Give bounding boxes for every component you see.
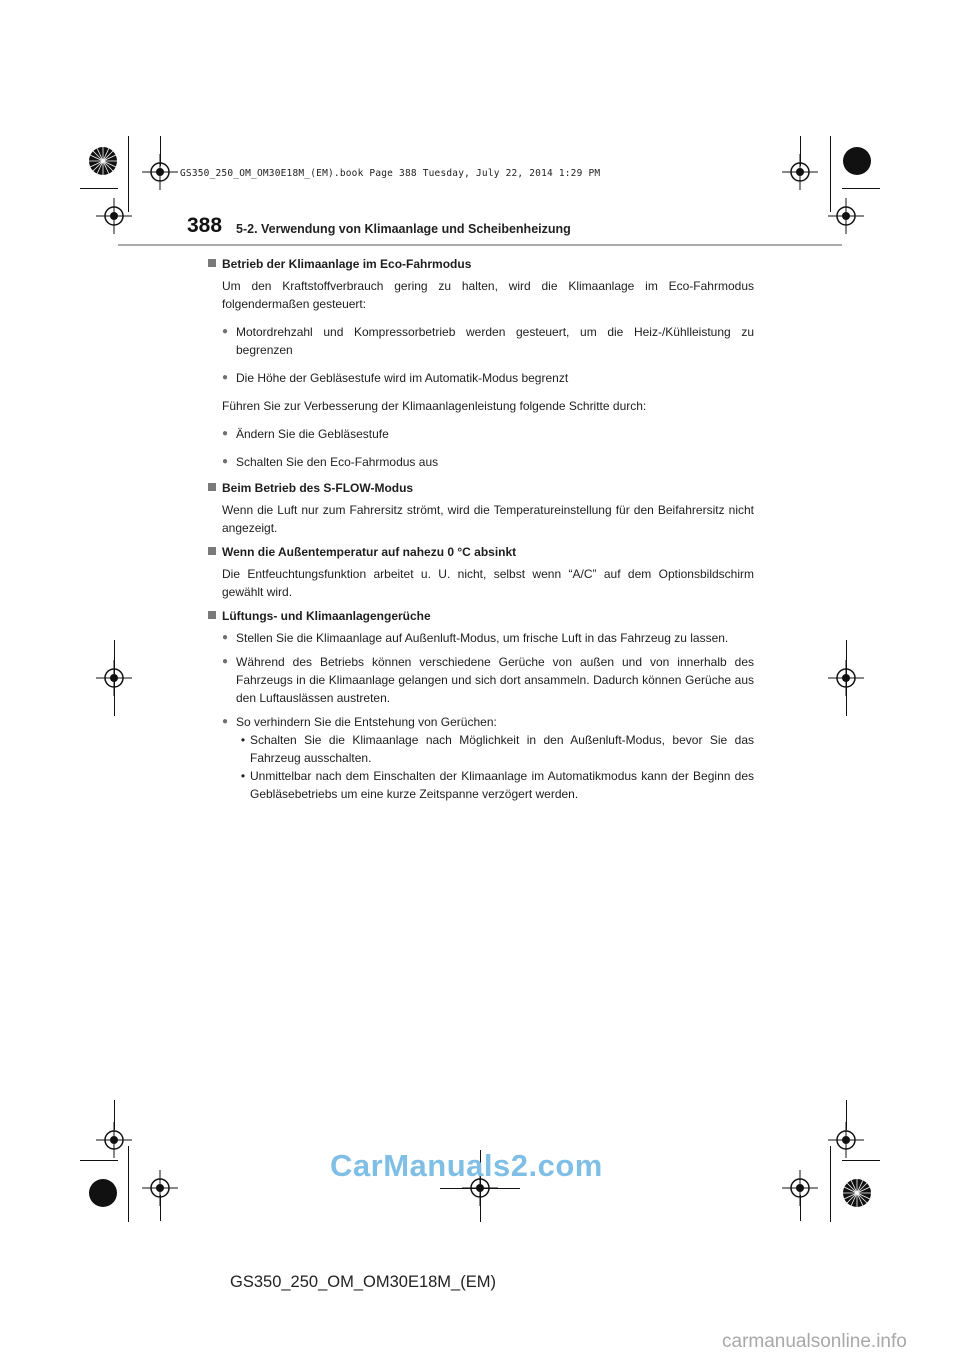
crop-line: [842, 1160, 880, 1161]
list-item: [222, 653, 754, 707]
watermark-site: carmanualsonline.info: [722, 1331, 907, 1352]
bullet-icon: ●: [222, 632, 229, 643]
list-item: [222, 629, 754, 647]
heading-marker-icon: [208, 259, 216, 267]
paragraph: Die Entfeuchtungsfunktion arbeitet u. U. nicht, selbst wenn “A/C” auf dem Optionsbildschirm gewählt wird.: [222, 567, 754, 599]
sub-list-item: [236, 767, 754, 803]
header-divider: [118, 244, 842, 246]
sub-list-item-text: Schalten Sie die Klimaanlage nach Möglichkeit in den Außenluft-Modus, bevor Sie das Fahrzeug ausschalten.: [250, 733, 754, 765]
bullet-icon: ●: [222, 372, 229, 383]
crop-line: [800, 136, 801, 166]
starburst-icon: [842, 1178, 872, 1208]
sub-list-item: [236, 731, 754, 767]
crop-line: [800, 1195, 801, 1221]
crop-line: [80, 1160, 118, 1161]
sub-bullet-icon: •: [240, 769, 246, 783]
heading-marker-icon: [208, 547, 216, 555]
page-number: 388: [187, 214, 223, 237]
footer-document-code: GS350_250_OM_OM30E18M_(EM): [230, 1273, 496, 1291]
sub-bullet-icon: •: [240, 733, 246, 747]
print-stamp: GS350_250_OM_OM30E18M_(EM).book Page 388 Tuesday, July 22, 2014 1:29 PM: [180, 168, 601, 179]
crop-line: [830, 136, 831, 212]
paragraph: Führen Sie zur Verbesserung der Klimaanlagenleistung folgende Schritte durch:: [222, 399, 647, 413]
main-content: [208, 255, 754, 803]
section-heading: [208, 255, 754, 273]
section-heading-text: Lüftungs- und Klimaanlagengerüche: [222, 609, 431, 623]
bullet-icon: ●: [222, 428, 229, 439]
list-item-text: Stellen Sie die Klimaanlage auf Außenluft-Modus, um frische Luft in das Fahrzeug zu lassen.: [236, 631, 729, 645]
crop-line: [80, 188, 118, 189]
bullet-icon: ●: [222, 456, 229, 467]
paragraph: Um den Kraftstoffverbrauch gering zu halten, wird die Klimaanlage im Eco-Fahrmodus folgendermaßen gesteuert:: [222, 279, 754, 311]
crosshair-icon: [96, 198, 132, 234]
list-item-text: Ändern Sie die Gebläsestufe: [236, 427, 389, 441]
paragraph: Wenn die Luft nur zum Fahrersitz strömt, wird die Temperatureinstellung für den Beifahrersitz nicht angezeigt.: [222, 503, 754, 535]
list-item-text: Die Höhe der Gebläsestufe wird im Automatik-Modus begrenzt: [236, 371, 569, 385]
list-item-text: Motordrehzahl und Kompressorbetrieb werden gesteuert, um die Heiz-/Kühlleistung zu begrenzen: [236, 325, 754, 357]
section-heading: [208, 607, 754, 625]
crop-line: [128, 1146, 129, 1222]
section-heading-text: Betrieb der Klimaanlage im Eco-Fahrmodus: [222, 257, 472, 271]
bullet-icon: ●: [222, 326, 229, 337]
starburst-icon: [88, 146, 118, 176]
list-item: [222, 425, 754, 443]
crop-line: [842, 188, 880, 189]
section-heading: [208, 479, 754, 497]
bullet-icon: ●: [222, 716, 229, 727]
section-heading-text: Beim Betrieb des S-FLOW-Modus: [222, 481, 414, 495]
crop-line: [114, 1100, 115, 1130]
heading-marker-icon: [208, 483, 216, 491]
list-item: [222, 369, 754, 387]
list-item: [222, 713, 754, 731]
crop-line: [830, 1146, 831, 1222]
section-heading: [208, 543, 754, 561]
section-heading-text: Wenn die Außentemperatur auf nahezu 0 °C absinkt: [222, 545, 517, 559]
crop-line: [128, 136, 129, 212]
watermark-carmanuals: CarManuals2.com: [330, 1148, 603, 1183]
heading-marker-icon: [208, 611, 216, 619]
list-item-text: Schalten Sie den Eco-Fahrmodus aus: [236, 455, 439, 469]
section-title: 5-2. Verwendung von Klimaanlage und Scheibenheizung: [236, 222, 571, 236]
crop-line: [160, 136, 161, 166]
crop-line: [160, 1195, 161, 1221]
solid-circle-icon: [842, 146, 872, 176]
list-item: [222, 323, 754, 359]
list-item-text: Während des Betriebs können verschiedene Gerüche von außen und von innerhalb des Fahrzeugs in die Klimaanlage gelangen und sich dort ansammeln. Dadurch können Gerüche aus den Luftauslässen austreten.: [236, 655, 754, 705]
list-item-text: So verhindern Sie die Entstehung von Gerüchen:: [236, 715, 497, 729]
solid-circle-icon: [88, 1178, 118, 1208]
crop-line: [846, 640, 847, 716]
crop-line: [114, 640, 115, 716]
list-item: [222, 453, 754, 471]
crop-line: [846, 1100, 847, 1130]
bullet-icon: ●: [222, 656, 229, 667]
crosshair-icon: [828, 198, 864, 234]
sub-list-item-text: Unmittelbar nach dem Einschalten der Klimaanlage im Automatikmodus kann der Beginn des Gebläsebetriebs um eine kurze Zeitspanne verzögert werden.: [250, 769, 754, 801]
